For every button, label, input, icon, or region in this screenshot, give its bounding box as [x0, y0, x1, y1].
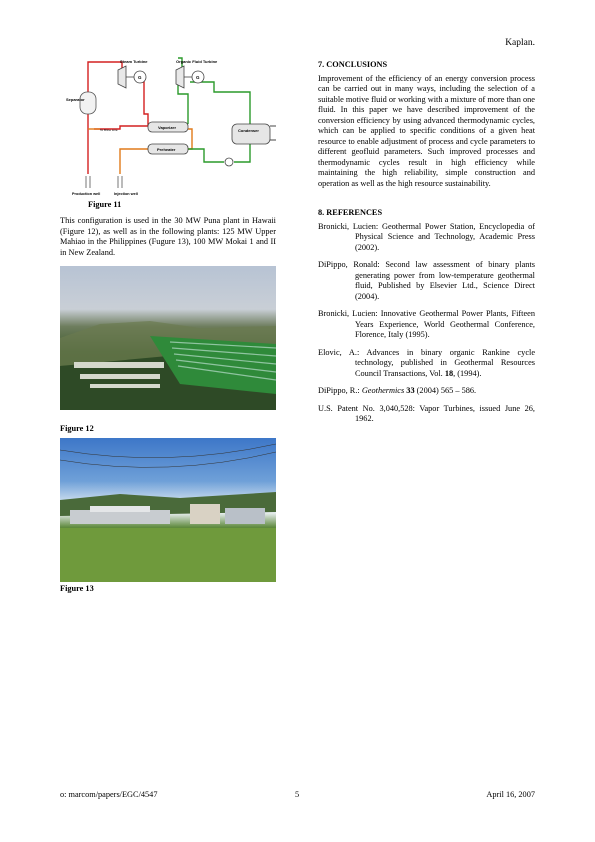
conclusions-body: Improvement of the efficiency of an energy conversion process can be carried out in many ways, including the selection of a suitable motive fluid or working with a mixture of more than one fluid. In this paper we have described improvement of the conversion efficiency by using advanced thermodynamic cycles, which can be applied to specific conditions of a given heat resource to enable adjustment of process and cycle parameters to different geofluid parameters. Such improved processes and thermodynamic cycles result in high efficiency while maintaining the high reliability, simple construction and operation as well as the high resource sustainability.	[318, 73, 535, 188]
vaporizer-label: Vaporizer	[158, 125, 177, 130]
references-title: 8. REFERENCES	[318, 208, 383, 217]
steam-generator-label: G	[138, 75, 142, 80]
feed-pump-circle	[225, 158, 233, 166]
reference-item: U.S. Patent No. 3,040,528: Vapor Turbines, issued June 26, 1962.	[318, 403, 535, 423]
reference-item: Bronicki, Lucien: Innovative Geothermal Power Plants, Fifteen Years Experience, World Geothermal Conference, Florence, Italy (1995).	[318, 309, 535, 339]
running-header: Kaplan.	[505, 38, 535, 48]
separator-label: Separator	[66, 97, 85, 102]
flow-diagram	[60, 54, 276, 200]
figure-13-photo	[60, 438, 276, 582]
reference-item: DiPippo, Ronald: Second law assessment of binary plants generating power from low-temperature geothermal fluid, Published by Elsevier Ltd., Science Direct (2004).	[318, 260, 535, 301]
conclusions-section	[318, 60, 535, 189]
wells	[86, 176, 122, 188]
organic-turbine-label: Organic Fluid Turbine	[176, 59, 218, 64]
reference-item: DiPippo, R.: Geothermics 33 (2004) 565 – 586.	[318, 386, 477, 395]
preheater-label: Preheater	[157, 147, 176, 152]
organic-generator-label: G	[196, 75, 200, 80]
left-paragraph: This configuration is used in the 30 MW Puna plant in Hawaii (Figure 12), as well as in the following plants: 125 MW Upper Mahiao in the Philippines (Fugure 13), 100 MW Mokai 1 and II in New Zealand.	[60, 216, 276, 257]
figure-12-photo	[60, 266, 276, 410]
cooling-lines	[270, 126, 276, 140]
organic-lines	[178, 58, 250, 162]
organic-turbine-shape	[176, 66, 184, 88]
puna-plant-image	[60, 266, 276, 410]
brine-line-label: To Brine Line	[100, 128, 118, 132]
figure-12-caption: Figure 12	[60, 424, 94, 433]
figure-13-caption: Figure 13	[60, 584, 94, 593]
figure-11-diagram	[60, 54, 276, 200]
condenser-label: Condenser	[238, 128, 259, 133]
separator-vessel	[80, 92, 96, 114]
production-well-label: Production well	[72, 192, 101, 196]
power-lines	[60, 444, 276, 467]
condenser-shape	[232, 124, 270, 144]
steam-turbine-label: Steam Turbine	[120, 59, 148, 64]
reference-item: Elovic, A.: Advances in binary organic Rankine cycle technology, published in Geothermal Resources Council Transactions, Vol. 18, (1994).	[318, 347, 535, 378]
injection-well-label: Injection well	[114, 192, 138, 196]
footer-path: o: marcom/papers/EGC/4547	[60, 790, 158, 799]
page-number: 5	[295, 790, 300, 799]
footer-date: April 16, 2007	[486, 790, 535, 799]
figure-11-caption: Figure 11	[88, 200, 122, 209]
reference-item: Bronicki, Lucien: Geothermal Power Station, Encyclopedia of Physical Science and Technology, Academic Press (2002).	[318, 221, 535, 252]
conclusions-title: 7. CONCLUSIONS	[318, 60, 388, 69]
upper-mahiao-plant-image	[60, 438, 276, 582]
steam-turbine-shape	[118, 66, 126, 88]
references-section	[318, 208, 535, 432]
